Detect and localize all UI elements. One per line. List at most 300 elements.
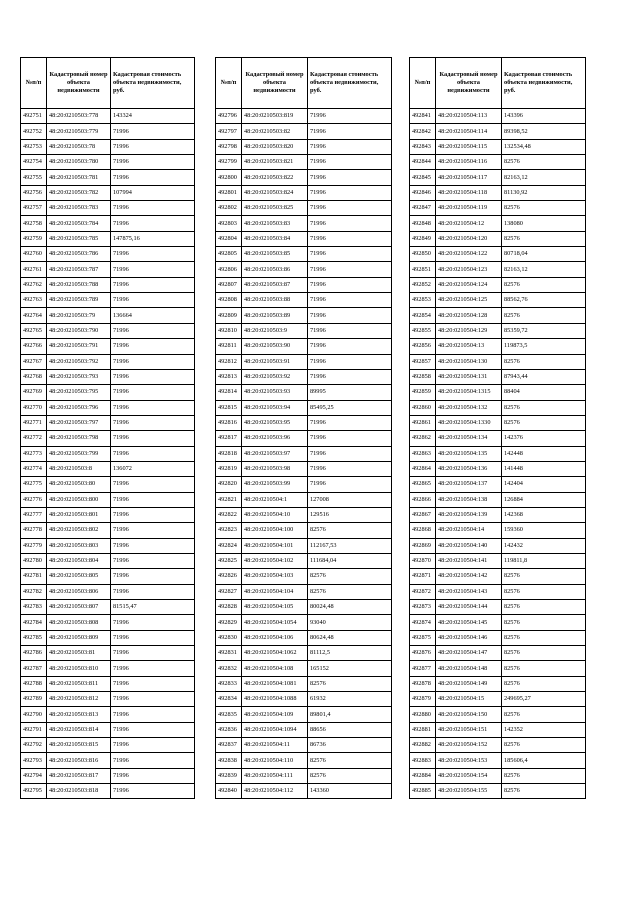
- header-cadastral: Кадастровый номер объекта недвижимости: [242, 58, 308, 109]
- cadastral-number: 48:20:0210503:803: [47, 538, 111, 553]
- cadastral-value: 126884: [502, 492, 586, 507]
- row-number: 492831: [216, 646, 242, 661]
- row-number: 492774: [21, 461, 47, 476]
- cadastral-number: 48:20:0210503:784: [47, 216, 111, 231]
- cadastral-value: 141448: [502, 461, 586, 476]
- table-row: [410, 139, 586, 154]
- registry-table-1: [20, 57, 195, 799]
- table-row: [216, 569, 392, 584]
- cadastral-number: 48:20:0210504:100: [242, 523, 308, 538]
- cadastral-number: 48:20:0210503:92: [242, 369, 308, 384]
- table-row: [21, 722, 195, 737]
- cadastral-number: 48:20:0210504:141: [436, 553, 502, 568]
- row-number: 492872: [410, 584, 436, 599]
- table-row: [216, 308, 392, 323]
- row-number: 492758: [21, 216, 47, 231]
- cadastral-number: 48:20:0210504:1088: [242, 692, 308, 707]
- row-number: 492842: [410, 124, 436, 139]
- cadastral-value: 71996: [308, 293, 392, 308]
- cadastral-number: 48:20:0210504:1062: [242, 646, 308, 661]
- cadastral-number: 48:20:0210504:118: [436, 185, 502, 200]
- row-number: 492855: [410, 323, 436, 338]
- row-number: 492875: [410, 630, 436, 645]
- cadastral-value: 71996: [308, 339, 392, 354]
- cadastral-number: 48:20:0210504:10: [242, 507, 308, 522]
- cadastral-number: 48:20:0210504:147: [436, 646, 502, 661]
- cadastral-value: 71996: [111, 415, 195, 430]
- header-num: №п/п: [216, 58, 242, 109]
- cadastral-number: 48:20:0210504:145: [436, 615, 502, 630]
- cadastral-value: 129516: [308, 507, 392, 522]
- table-row: [410, 185, 586, 200]
- table-row: [410, 385, 586, 400]
- cadastral-value: 81112,5: [308, 646, 392, 661]
- table-row: [216, 492, 392, 507]
- row-number: 492799: [216, 155, 242, 170]
- table-row: [216, 109, 392, 124]
- cadastral-value: 71996: [111, 784, 195, 799]
- cadastral-number: 48:20:0210503:91: [242, 354, 308, 369]
- row-number: 492810: [216, 323, 242, 338]
- cadastral-number: 48:20:0210503:792: [47, 354, 111, 369]
- row-number: 492843: [410, 139, 436, 154]
- cadastral-value: 61932: [308, 692, 392, 707]
- row-number: 492817: [216, 431, 242, 446]
- table-row: [410, 676, 586, 691]
- cadastral-number: 48:20:0210504:1094: [242, 722, 308, 737]
- cadastral-number: 48:20:0210504:143: [436, 584, 502, 599]
- table-row: [216, 400, 392, 415]
- cadastral-number: 48:20:0210503:822: [242, 170, 308, 185]
- cadastral-number: 48:20:0210503:81: [47, 646, 111, 661]
- table-row: [21, 523, 195, 538]
- cadastral-number: 48:20:0210504:11: [242, 738, 308, 753]
- cadastral-value: 147875,16: [111, 231, 195, 246]
- row-number: 492850: [410, 247, 436, 262]
- row-number: 492874: [410, 615, 436, 630]
- row-number: 492823: [216, 523, 242, 538]
- row-number: 492877: [410, 661, 436, 676]
- cadastral-number: 48:20:0210504:130: [436, 354, 502, 369]
- cadastral-number: 48:20:0210503:785: [47, 231, 111, 246]
- table-row: [21, 692, 195, 707]
- cadastral-value: 71996: [308, 415, 392, 430]
- cadastral-value: 82576: [502, 308, 586, 323]
- registry-table-3: [409, 57, 586, 799]
- table-row: [216, 768, 392, 783]
- cadastral-value: 71996: [308, 247, 392, 262]
- header-value: Кадастровая стоимость объекта недвижимости, руб.: [308, 58, 392, 109]
- table-row: [410, 369, 586, 384]
- cadastral-number: 48:20:0210503:778: [47, 109, 111, 124]
- cadastral-value: 82576: [502, 569, 586, 584]
- cadastral-value: 132534,48: [502, 139, 586, 154]
- row-number: 492847: [410, 201, 436, 216]
- table-row: [21, 538, 195, 553]
- cadastral-number: 48:20:0210504:148: [436, 661, 502, 676]
- table-row: [410, 400, 586, 415]
- row-number: 492866: [410, 492, 436, 507]
- table-row: [21, 155, 195, 170]
- table-row: [216, 784, 392, 799]
- cadastral-value: 86736: [308, 738, 392, 753]
- table-row: [216, 477, 392, 492]
- cadastral-number: 48:20:0210503:88: [242, 293, 308, 308]
- table-row: [216, 415, 392, 430]
- cadastral-number: 48:20:0210504:102: [242, 553, 308, 568]
- table-row: [21, 707, 195, 722]
- table-row: [21, 630, 195, 645]
- cadastral-value: 71996: [111, 646, 195, 661]
- table-row: [21, 185, 195, 200]
- table-row: [216, 461, 392, 476]
- row-number: 492873: [410, 600, 436, 615]
- row-number: 492844: [410, 155, 436, 170]
- table-row: [216, 231, 392, 246]
- table-row: [216, 277, 392, 292]
- row-number: 492768: [21, 369, 47, 384]
- cadastral-number: 48:20:0210504:144: [436, 600, 502, 615]
- cadastral-number: 48:20:0210504:125: [436, 293, 502, 308]
- row-number: 492829: [216, 615, 242, 630]
- cadastral-number: 48:20:0210503:818: [47, 784, 111, 799]
- cadastral-number: 48:20:0210503:93: [242, 385, 308, 400]
- cadastral-number: 48:20:0210504:129: [436, 323, 502, 338]
- row-number: 492862: [410, 431, 436, 446]
- cadastral-value: 71996: [308, 277, 392, 292]
- cadastral-value: 71996: [111, 507, 195, 522]
- cadastral-value: 71996: [111, 262, 195, 277]
- cadastral-number: 48:20:0210503:86: [242, 262, 308, 277]
- cadastral-value: 71996: [111, 630, 195, 645]
- table-body: [21, 109, 195, 799]
- table-row: [21, 753, 195, 768]
- cadastral-number: 48:20:0210504:112: [242, 784, 308, 799]
- table-row: [21, 124, 195, 139]
- cadastral-number: 48:20:0210504:154: [436, 768, 502, 783]
- cadastral-value: 71996: [308, 216, 392, 231]
- row-number: 492763: [21, 293, 47, 308]
- cadastral-number: 48:20:0210504:13: [436, 339, 502, 354]
- cadastral-number: 48:20:0210504:153: [436, 753, 502, 768]
- cadastral-number: 48:20:0210503:87: [242, 277, 308, 292]
- cadastral-value: 71996: [111, 661, 195, 676]
- table-row: [21, 369, 195, 384]
- table-row: [410, 323, 586, 338]
- cadastral-number: 48:20:0210504:110: [242, 753, 308, 768]
- table-row: [410, 738, 586, 753]
- cadastral-number: 48:20:0210504:150: [436, 707, 502, 722]
- cadastral-value: 71996: [308, 124, 392, 139]
- cadastral-value: 82576: [502, 201, 586, 216]
- cadastral-value: 82163,12: [502, 262, 586, 277]
- cadastral-value: 71996: [111, 400, 195, 415]
- row-number: 492798: [216, 139, 242, 154]
- table-row: [216, 584, 392, 599]
- header-cadastral: Кадастровый номер объекта недвижимости: [47, 58, 111, 109]
- cadastral-number: 48:20:0210504:114: [436, 124, 502, 139]
- table-row: [410, 431, 586, 446]
- row-number: 492813: [216, 369, 242, 384]
- table-row: [216, 738, 392, 753]
- row-number: 492760: [21, 247, 47, 262]
- cadastral-value: 82576: [502, 600, 586, 615]
- row-number: 492780: [21, 553, 47, 568]
- cadastral-value: 71996: [111, 707, 195, 722]
- table-row: [216, 339, 392, 354]
- row-number: 492865: [410, 477, 436, 492]
- table-row: [21, 477, 195, 492]
- row-number: 492818: [216, 446, 242, 461]
- row-number: 492797: [216, 124, 242, 139]
- cadastral-number: 48:20:0210503:815: [47, 738, 111, 753]
- table-header-row: [216, 58, 392, 109]
- row-number: 492852: [410, 277, 436, 292]
- cadastral-number: 48:20:0210504:15: [436, 692, 502, 707]
- row-number: 492820: [216, 477, 242, 492]
- row-number: 492840: [216, 784, 242, 799]
- cadastral-value: 82576: [502, 231, 586, 246]
- cadastral-value: 71996: [111, 523, 195, 538]
- table-row: [216, 124, 392, 139]
- cadastral-number: 48:20:0210504:113: [436, 109, 502, 124]
- cadastral-number: 48:20:0210503:788: [47, 277, 111, 292]
- table-header-row: [21, 58, 195, 109]
- table-row: [216, 646, 392, 661]
- row-number: 492788: [21, 676, 47, 691]
- row-number: 492868: [410, 523, 436, 538]
- cadastral-number: 48:20:0210504:117: [436, 170, 502, 185]
- header-value: Кадастровая стоимость объекта недвижимости, руб.: [502, 58, 586, 109]
- cadastral-number: 48:20:0210504:123: [436, 262, 502, 277]
- cadastral-value: 88404: [502, 385, 586, 400]
- table-row: [216, 431, 392, 446]
- cadastral-number: 48:20:0210503:812: [47, 692, 111, 707]
- table-row: [216, 262, 392, 277]
- cadastral-value: 138080: [502, 216, 586, 231]
- cadastral-number: 48:20:0210503:789: [47, 293, 111, 308]
- cadastral-number: 48:20:0210503:89: [242, 308, 308, 323]
- cadastral-value: 136072: [111, 461, 195, 476]
- row-number: 492845: [410, 170, 436, 185]
- table-row: [410, 415, 586, 430]
- table-row: [21, 323, 195, 338]
- cadastral-number: 48:20:0210503:8: [47, 461, 111, 476]
- table-row: [410, 277, 586, 292]
- cadastral-number: 48:20:0210503:80: [47, 477, 111, 492]
- cadastral-value: 82576: [502, 630, 586, 645]
- cadastral-value: 71996: [111, 170, 195, 185]
- row-number: 492869: [410, 538, 436, 553]
- cadastral-value: 71996: [308, 262, 392, 277]
- table-row: [21, 216, 195, 231]
- table-row: [410, 170, 586, 185]
- cadastral-value: 71996: [308, 477, 392, 492]
- cadastral-number: 48:20:0210503:804: [47, 553, 111, 568]
- row-number: 492841: [410, 109, 436, 124]
- table-row: [21, 308, 195, 323]
- cadastral-number: 48:20:0210503:798: [47, 431, 111, 446]
- cadastral-value: 82576: [502, 277, 586, 292]
- table-row: [410, 354, 586, 369]
- cadastral-value: 71996: [111, 477, 195, 492]
- cadastral-value: 71996: [308, 139, 392, 154]
- cadastral-number: 48:20:0210504:128: [436, 308, 502, 323]
- table-row: [410, 584, 586, 599]
- cadastral-value: 82576: [502, 646, 586, 661]
- row-number: 492839: [216, 768, 242, 783]
- cadastral-value: 88656: [308, 722, 392, 737]
- cadastral-value: 71996: [111, 216, 195, 231]
- table-row: [21, 676, 195, 691]
- table-row: [410, 461, 586, 476]
- cadastral-number: 48:20:0210504:138: [436, 492, 502, 507]
- table-row: [216, 523, 392, 538]
- cadastral-value: 87943,44: [502, 369, 586, 384]
- table-row: [410, 630, 586, 645]
- cadastral-number: 48:20:0210503:807: [47, 600, 111, 615]
- table-row: [216, 753, 392, 768]
- row-number: 492807: [216, 277, 242, 292]
- row-number: 492770: [21, 400, 47, 415]
- row-number: 492776: [21, 492, 47, 507]
- row-number: 492880: [410, 707, 436, 722]
- row-number: 492751: [21, 109, 47, 124]
- table-row: [21, 354, 195, 369]
- cadastral-value: 142376: [502, 431, 586, 446]
- cadastral-value: 82576: [502, 676, 586, 691]
- cadastral-number: 48:20:0210503:83: [242, 216, 308, 231]
- cadastral-value: 85495,25: [308, 400, 392, 415]
- cadastral-number: 48:20:0210503:78: [47, 139, 111, 154]
- cadastral-value: 71996: [111, 277, 195, 292]
- cadastral-number: 48:20:0210503:94: [242, 400, 308, 415]
- cadastral-value: 71996: [308, 231, 392, 246]
- table-row: [410, 707, 586, 722]
- table-row: [21, 139, 195, 154]
- cadastral-number: 48:20:0210503:98: [242, 461, 308, 476]
- cadastral-number: 48:20:0210503:809: [47, 630, 111, 645]
- table-row: [21, 492, 195, 507]
- cadastral-value: 71996: [111, 538, 195, 553]
- cadastral-number: 48:20:0210504:106: [242, 630, 308, 645]
- cadastral-value: 71996: [111, 201, 195, 216]
- table-row: [21, 431, 195, 446]
- cadastral-value: 71996: [111, 753, 195, 768]
- table-row: [410, 201, 586, 216]
- cadastral-number: 48:20:0210503:790: [47, 323, 111, 338]
- cadastral-number: 48:20:0210504:14: [436, 523, 502, 538]
- cadastral-number: 48:20:0210503:782: [47, 185, 111, 200]
- row-number: 492752: [21, 124, 47, 139]
- cadastral-number: 48:20:0210503:811: [47, 676, 111, 691]
- cadastral-value: 71996: [111, 139, 195, 154]
- row-number: 492828: [216, 600, 242, 615]
- table-row: [21, 247, 195, 262]
- header-num: №п/п: [410, 58, 436, 109]
- row-number: 492762: [21, 277, 47, 292]
- cadastral-number: 48:20:0210504:115: [436, 139, 502, 154]
- cadastral-value: 82576: [502, 400, 586, 415]
- row-number: 492766: [21, 339, 47, 354]
- cadastral-number: 48:20:0210503:801: [47, 507, 111, 522]
- cadastral-value: 142432: [502, 538, 586, 553]
- row-number: 492769: [21, 385, 47, 400]
- cadastral-value: 71996: [111, 385, 195, 400]
- table-row: [410, 646, 586, 661]
- row-number: 492784: [21, 615, 47, 630]
- row-number: 492833: [216, 676, 242, 691]
- cadastral-number: 48:20:0210504:155: [436, 784, 502, 799]
- cadastral-value: 142448: [502, 446, 586, 461]
- table-row: [21, 507, 195, 522]
- cadastral-value: 71996: [111, 247, 195, 262]
- row-number: 492835: [216, 707, 242, 722]
- row-number: 492830: [216, 630, 242, 645]
- row-number: 492848: [410, 216, 436, 231]
- table-row: [21, 569, 195, 584]
- cadastral-value: 71996: [308, 323, 392, 338]
- row-number: 492792: [21, 738, 47, 753]
- table-row: [21, 600, 195, 615]
- cadastral-value: 89995: [308, 385, 392, 400]
- row-number: 492883: [410, 753, 436, 768]
- table-header-row: [410, 58, 586, 109]
- row-number: 492767: [21, 354, 47, 369]
- cadastral-value: 71996: [308, 354, 392, 369]
- cadastral-number: 48:20:0210503:95: [242, 415, 308, 430]
- cadastral-value: 71996: [111, 323, 195, 338]
- cadastral-value: 82576: [502, 354, 586, 369]
- row-number: 492808: [216, 293, 242, 308]
- cadastral-number: 48:20:0210503:79: [47, 308, 111, 323]
- table-row: [216, 170, 392, 185]
- cadastral-value: 71996: [308, 431, 392, 446]
- cadastral-number: 48:20:0210504:152: [436, 738, 502, 753]
- row-number: 492777: [21, 507, 47, 522]
- cadastral-value: 71996: [111, 569, 195, 584]
- table-row: [410, 784, 586, 799]
- table-row: [21, 661, 195, 676]
- table-row: [410, 538, 586, 553]
- cadastral-number: 48:20:0210504:142: [436, 569, 502, 584]
- cadastral-number: 48:20:0210503:85: [242, 247, 308, 262]
- cadastral-value: 82576: [308, 584, 392, 599]
- row-number: 492860: [410, 400, 436, 415]
- table-row: [21, 615, 195, 630]
- table-row: [216, 354, 392, 369]
- cadastral-number: 48:20:0210504:124: [436, 277, 502, 292]
- table-row: [410, 109, 586, 124]
- cadastral-value: 71996: [308, 201, 392, 216]
- table-row: [21, 646, 195, 661]
- row-number: 492785: [21, 630, 47, 645]
- cadastral-number: 48:20:0210503:797: [47, 415, 111, 430]
- cadastral-value: 82576: [502, 615, 586, 630]
- cadastral-number: 48:20:0210503:9: [242, 323, 308, 338]
- table-row: [21, 415, 195, 430]
- cadastral-number: 48:20:0210504:1315: [436, 385, 502, 400]
- row-number: 492754: [21, 155, 47, 170]
- table-row: [410, 523, 586, 538]
- cadastral-value: 82576: [308, 569, 392, 584]
- cadastral-value: 71996: [111, 584, 195, 599]
- row-number: 492775: [21, 477, 47, 492]
- row-number: 492821: [216, 492, 242, 507]
- table-row: [21, 768, 195, 783]
- table-row: [410, 492, 586, 507]
- row-number: 492824: [216, 538, 242, 553]
